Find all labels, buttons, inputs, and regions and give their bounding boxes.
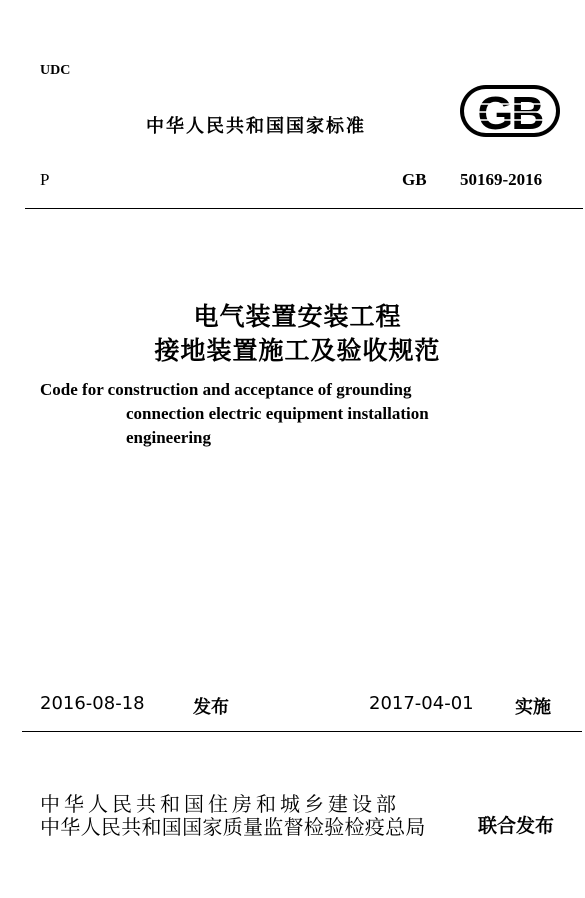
header-divider [25,208,583,209]
title-zh-line1: 电气装置安装工程 [193,302,402,331]
udc-label: UDC [40,63,71,78]
title-en-line2: connection electric equipment installation [126,404,429,423]
classification-code: P [40,170,50,189]
footer-divider [22,731,582,732]
gb-logo-text: GB [477,87,543,139]
publish-date: 2016-08-18 [40,693,145,714]
effective-label: 实施 [515,697,551,718]
title-zh-line2: 接地装置施工及验收规范 [154,336,441,365]
standard-number: 50169-2016 [460,170,543,189]
joint-issue-label: 联合发布 [478,815,555,837]
standard-type-title: 中华人民共和国国家标准 [146,116,366,137]
publish-label: 发布 [193,697,229,718]
title-en-line1: Code for construction and acceptance of grounding [40,380,412,399]
title-en-line3: engineering [126,428,211,447]
effective-date: 2017-04-01 [369,693,474,714]
issuer-aqsiq: 中华人民共和国国家质量监督检验检疫总局 [40,815,426,839]
gb-logo [458,82,562,140]
standard-prefix: GB [402,170,427,189]
issuer-ministry-housing: 中华人民共和国住房和城乡建设部 [40,792,400,816]
